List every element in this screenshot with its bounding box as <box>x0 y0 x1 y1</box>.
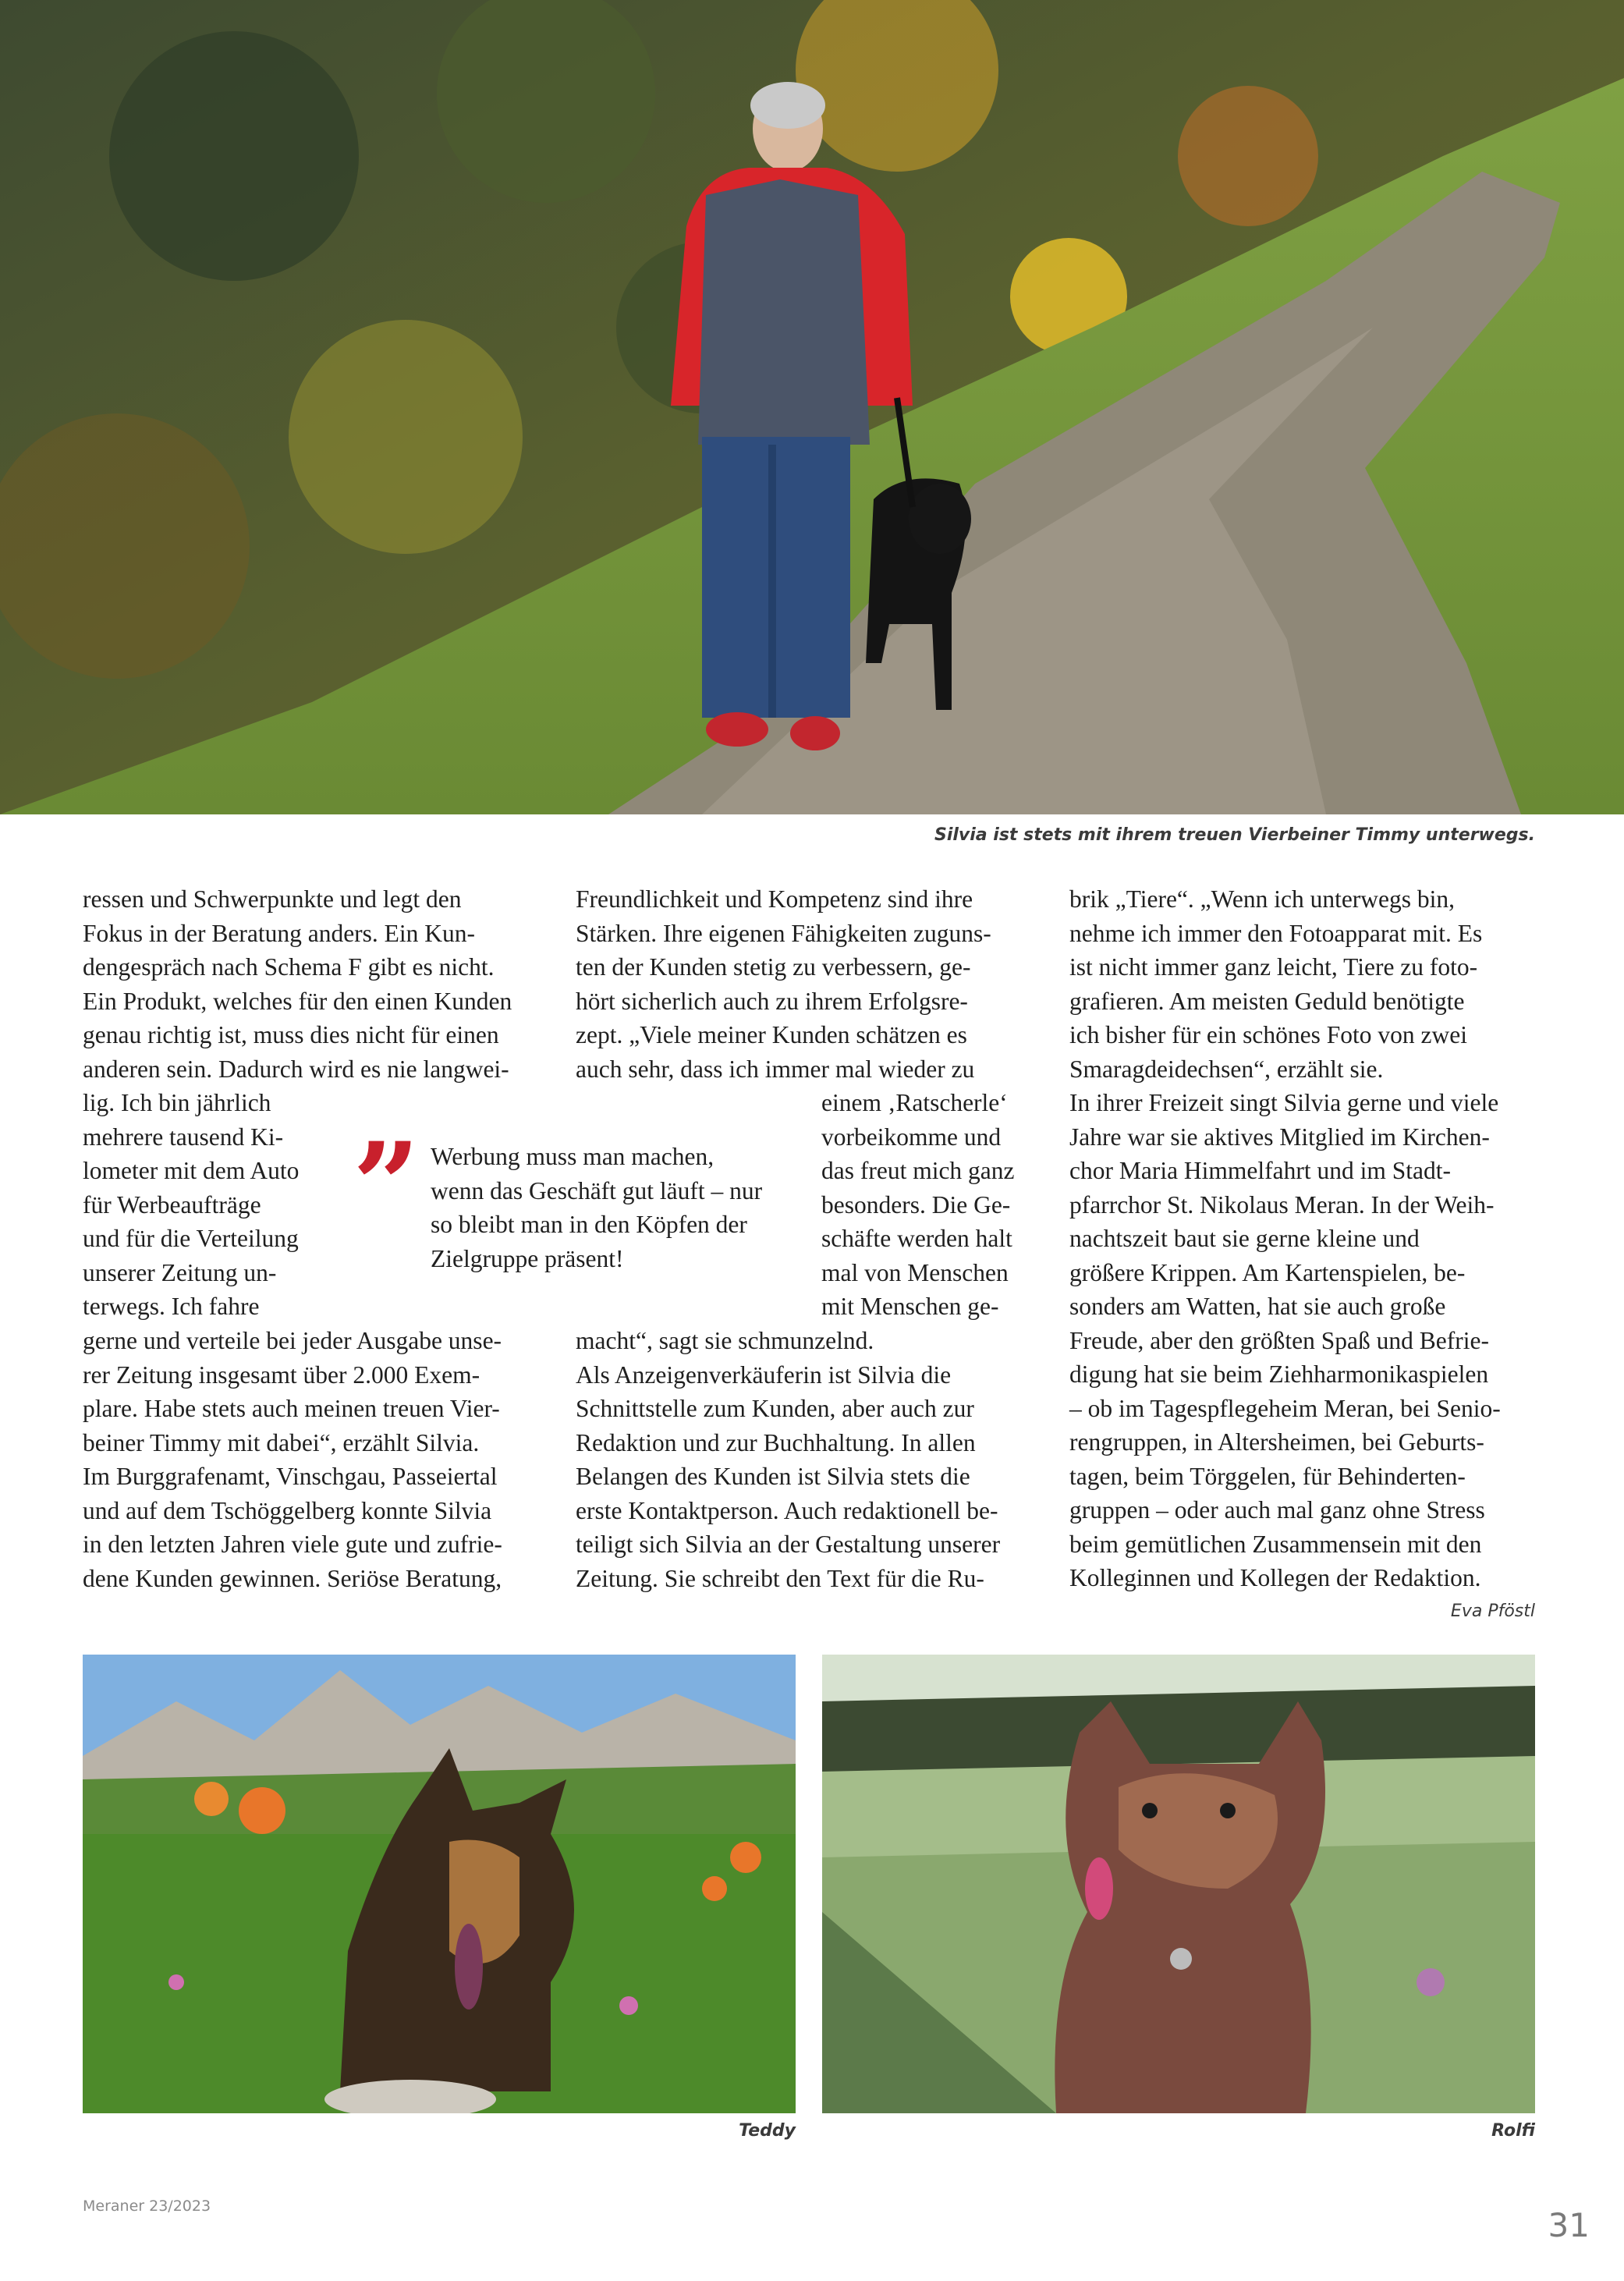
text-line: Kolleginnen und Kollegen der Redaktion. <box>1069 1564 1481 1591</box>
text-line: Jahre war sie aktives Mitglied im Kirchen- <box>1069 1123 1490 1151</box>
text-line: gerne und verteile bei jeder Ausgabe unse- <box>83 1327 502 1354</box>
text-line: beiner Timmy mit dabei“, erzählt Silvia. <box>83 1428 480 1456</box>
text-line: grafieren. Am meisten Geduld benötigte <box>1069 987 1465 1015</box>
text-line: Als Anzeigenverkäuferin ist Silvia die <box>576 1360 952 1389</box>
text-line: plare. Habe stets auch meinen treuen Vier- <box>83 1395 500 1422</box>
text-line: für Werbeaufträge <box>83 1190 261 1219</box>
text-line: pfarrchor St. Nikolaus Meran. In der Weih- <box>1069 1190 1495 1219</box>
column-middle-top <box>576 882 1044 1086</box>
quote-mark-icon: ” <box>353 1117 406 1254</box>
text-line: vorbeikomme und <box>821 1123 1002 1151</box>
text-line: Freundlichkeit und Kompetenz sind ihre <box>576 885 973 913</box>
text-line: zept. „Viele meiner Kunden schätzen es <box>576 1021 967 1048</box>
text-line: in den letzten Jahren viele gute und zufrie- <box>83 1531 502 1558</box>
text-line: ich bisher für ein schönes Foto von zwei <box>1069 1021 1468 1048</box>
text-line: Stärken. Ihre eigenen Fähigkeiten zuguns- <box>576 919 991 947</box>
quote-line: wenn das Geschäft gut läuft – nur <box>431 1176 763 1204</box>
text-line: Im Burggrafenamt, Vinschgau, Passeiertal <box>83 1463 498 1490</box>
text-line: rer Zeitung insgesamt über 2.000 Exem- <box>83 1360 480 1389</box>
text-line: Belangen des Kunden ist Silvia stets die <box>576 1463 970 1490</box>
text-line: beim gemütlichen Zusammensein mit den <box>1069 1530 1482 1558</box>
column-middle-bottom <box>576 1324 1044 1595</box>
text-line: gruppen – oder auch mal ganz ohne Stress <box>1069 1496 1485 1524</box>
caption-rolfi: Rolfi <box>1491 2121 1535 2141</box>
text-line: Zeitung. Sie schreibt den Text für die Ru- <box>576 1564 984 1592</box>
text-line: erste Kontaktperson. Auch redaktionell be- <box>576 1496 998 1524</box>
author-credit: Eva Pföstl <box>1450 1602 1535 1621</box>
text-line: einem ‚Ratscherle‘ <box>821 1089 1008 1116</box>
text-line: lig. Ich bin jährlich <box>83 1089 271 1116</box>
text-line: dengespräch nach Schema F gibt es nicht. <box>83 953 495 981</box>
hero-caption: Silvia ist stets mit ihrem treuen Vierbeiner Timmy unterwegs. <box>934 825 1535 845</box>
column-right <box>1069 882 1537 1595</box>
issue-label: Meraner 23/2023 <box>83 2198 211 2215</box>
text-line: mit Menschen ge- <box>821 1293 999 1320</box>
text-line: das freut mich ganz <box>821 1157 1015 1184</box>
text-line: mehrere tausend Ki- <box>83 1123 284 1151</box>
text-line: hört sicherlich auch zu ihrem Erfolgsre- <box>576 987 968 1015</box>
text-line: Ein Produkt, welches für den einen Kunden <box>83 987 512 1015</box>
caption-teddy: Teddy <box>739 2121 796 2141</box>
text-line: rengruppen, in Altersheimen, bei Geburts- <box>1069 1428 1484 1456</box>
text-line: chor Maria Himmelfahrt und im Stadt- <box>1069 1157 1452 1184</box>
text-line: dene Kunden gewinnen. Seriöse Beratung, <box>83 1564 502 1592</box>
quote-line: so bleibt man in den Köpfen der <box>431 1211 747 1238</box>
text-line: Fokus in der Beratung anders. Ein Kun- <box>83 919 476 947</box>
text-line: nachtszeit baut sie gerne kleine und <box>1069 1225 1420 1252</box>
photo-rolfi <box>822 1655 1535 2113</box>
hero-photo <box>0 0 1624 814</box>
text-line: und auf dem Tschöggelberg konnte Silvia <box>83 1496 492 1524</box>
text-line: ressen und Schwerpunkte und legt den <box>83 885 462 913</box>
text-line: macht“, sagt sie schmunzelnd. <box>576 1327 874 1354</box>
text-line: nehme ich immer den Fotoapparat mit. Es <box>1069 919 1483 947</box>
text-line: Schnittstelle zum Kunden, aber auch zur <box>576 1395 974 1422</box>
text-line: ten der Kunden stetig zu verbessern, ge- <box>576 953 971 981</box>
text-line: auch sehr, dass ich immer mal wieder zu <box>576 1055 975 1083</box>
column-left-bottom <box>83 1324 555 1595</box>
text-line: schäfte werden halt <box>821 1225 1012 1252</box>
column-middle-side <box>821 1086 1048 1324</box>
text-line: In ihrer Freizeit singt Silvia gerne und viele <box>1069 1089 1499 1116</box>
text-line: anderen sein. Dadurch wird es nie langwei- <box>83 1055 509 1083</box>
text-line: Freude, aber den größten Spaß und Befrie- <box>1069 1326 1489 1354</box>
photo-teddy <box>83 1655 796 2113</box>
quote-line: Werbung muss man machen, <box>431 1143 714 1170</box>
text-line: brik „Tiere“. „Wenn ich unterwegs bin, <box>1069 885 1456 913</box>
text-line: und für die Verteilung <box>83 1225 299 1252</box>
text-line: digung hat sie beim Ziehharmonikaspielen <box>1069 1360 1489 1388</box>
text-line: genau richtig ist, muss dies nicht für einen <box>83 1021 499 1048</box>
text-line: sonders am Watten, hat sie auch große <box>1069 1293 1446 1320</box>
text-line: mal von Menschen <box>821 1258 1009 1286</box>
text-line: lometer mit dem Auto <box>83 1157 300 1184</box>
text-line: terwegs. Ich fahre <box>83 1293 260 1320</box>
pull-quote <box>431 1140 762 1275</box>
text-line: größere Krippen. Am Kartenspielen, be- <box>1069 1258 1466 1286</box>
text-line: ist nicht immer ganz leicht, Tiere zu foto- <box>1069 953 1478 981</box>
text-line: – ob im Tagespflegeheim Meran, bei Senio- <box>1069 1394 1501 1422</box>
text-line: Redaktion und zur Buchhaltung. In allen <box>576 1428 976 1456</box>
text-line: unserer Zeitung un- <box>83 1258 277 1286</box>
page-number: 31 <box>1548 2206 1590 2244</box>
text-line: besonders. Die Ge- <box>821 1190 1011 1219</box>
text-line: tagen, beim Törggelen, für Behinderten- <box>1069 1462 1466 1490</box>
text-line: Smaragdeidechsen“, erzählt sie. <box>1069 1055 1384 1083</box>
text-line: teiligt sich Silvia an der Gestaltung unserer <box>576 1531 1001 1558</box>
quote-line: Zielgruppe präsent! <box>431 1244 624 1272</box>
